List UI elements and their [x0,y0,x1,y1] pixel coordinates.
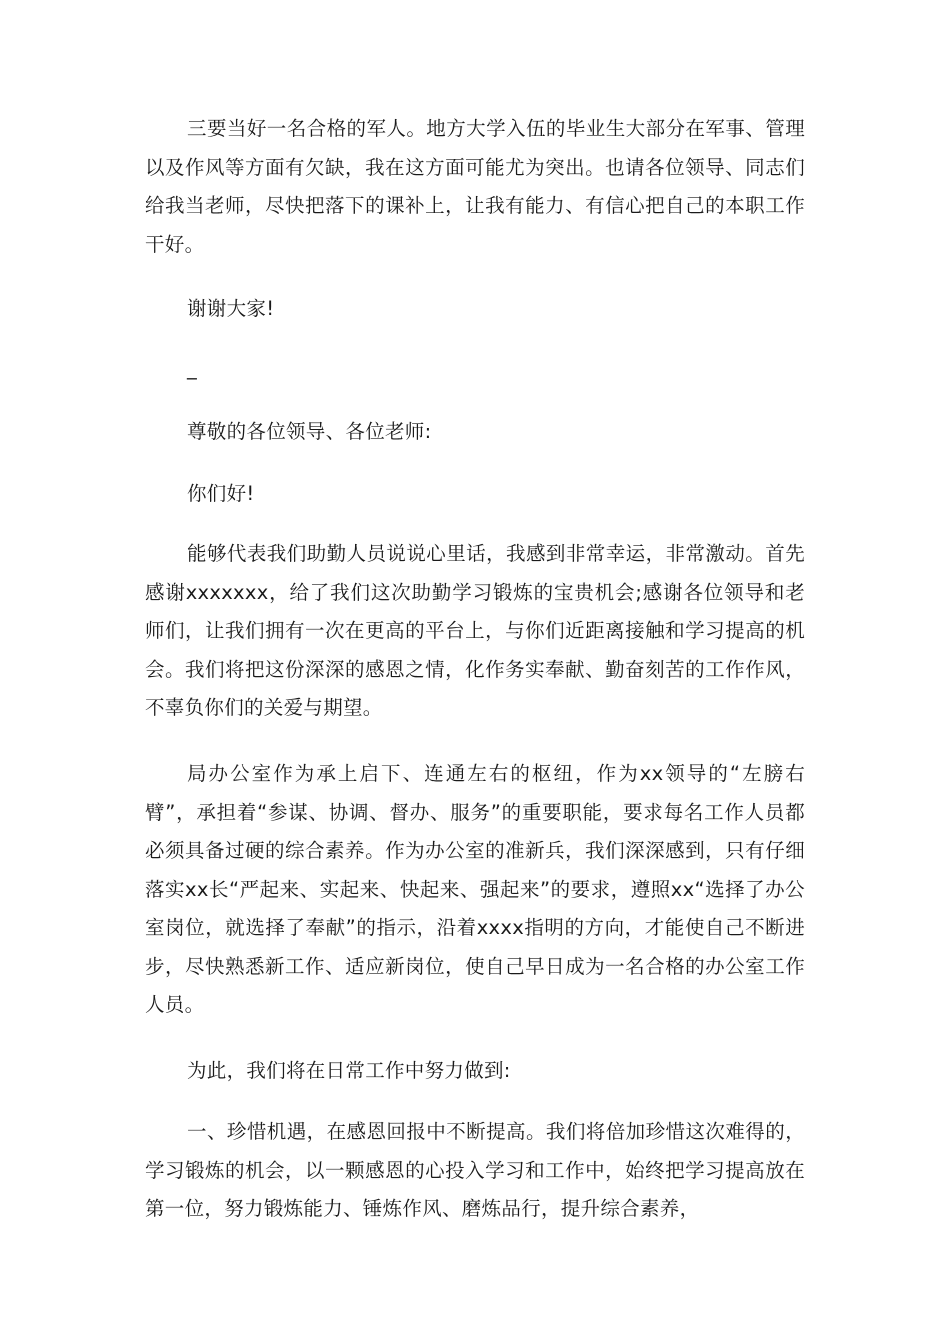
paragraph-point-one: 一、珍惜机遇，在感恩回报中不断提高。我们将倍加珍惜这次难得的，学习锻炼的机会，以一颗感恩的心投入学习和工作中，始终把学习提高放在第一位，努力锻炼能力、锤炼作风、磨炼品行，提升综合素养， [145,1120,805,1220]
greeting: 你们好! [187,482,255,505]
paragraph-thanks: 谢谢大家! [187,297,275,320]
separator-mark: _ [187,357,198,380]
paragraph-commitment-intro: 为此，我们将在日常工作中努力做到: [187,1059,511,1082]
salutation: 尊敬的各位领导、各位老师: [187,420,432,443]
paragraph-gratitude: 能够代表我们助勤人员说说心里话，我感到非常幸运，非常激动。首先感谢xxxxxxx，给了我们这次助勤学习锻炼的宝贵机会;感谢各位领导和老师们，让我们拥有一次在更高的平台上，与你们近距离接触和学习提高的机会。我们将把这份深深的感恩之情，化作务实奉献、勤奋刻苦的工作作风，不辜负你们的关爱与期望。 [145,542,805,719]
paragraph-soldier: 三要当好一名合格的军人。地方大学入伍的毕业生大部分在军事、管理以及作风等方面有欠缺，我在这方面可能尤为突出。也请各位领导、同志们给我当老师，尽快把落下的课补上，让我有能力、有信心把自己的本职工作干好。 [145,117,805,256]
paragraph-office-role: 局办公室作为承上启下、连通左右的枢纽，作为xx领导的“左膀右臂”，承担着“参谋、协调、督办、服务”的重要职能，要求每名工作人员都必须具备过硬的综合素养。作为办公室的准新兵，我们深深感到，只有仔细落实xx长“严起来、实起来、快起来、强起来”的要求，遵照xx“选择了办公室岗位，就选择了奉献”的指示，沿着xxxx指明的方向，才能使自己不断进步，尽快熟悉新工作、适应新岗位，使自己早日成为一名合格的办公室工作人员。 [145,762,805,1016]
